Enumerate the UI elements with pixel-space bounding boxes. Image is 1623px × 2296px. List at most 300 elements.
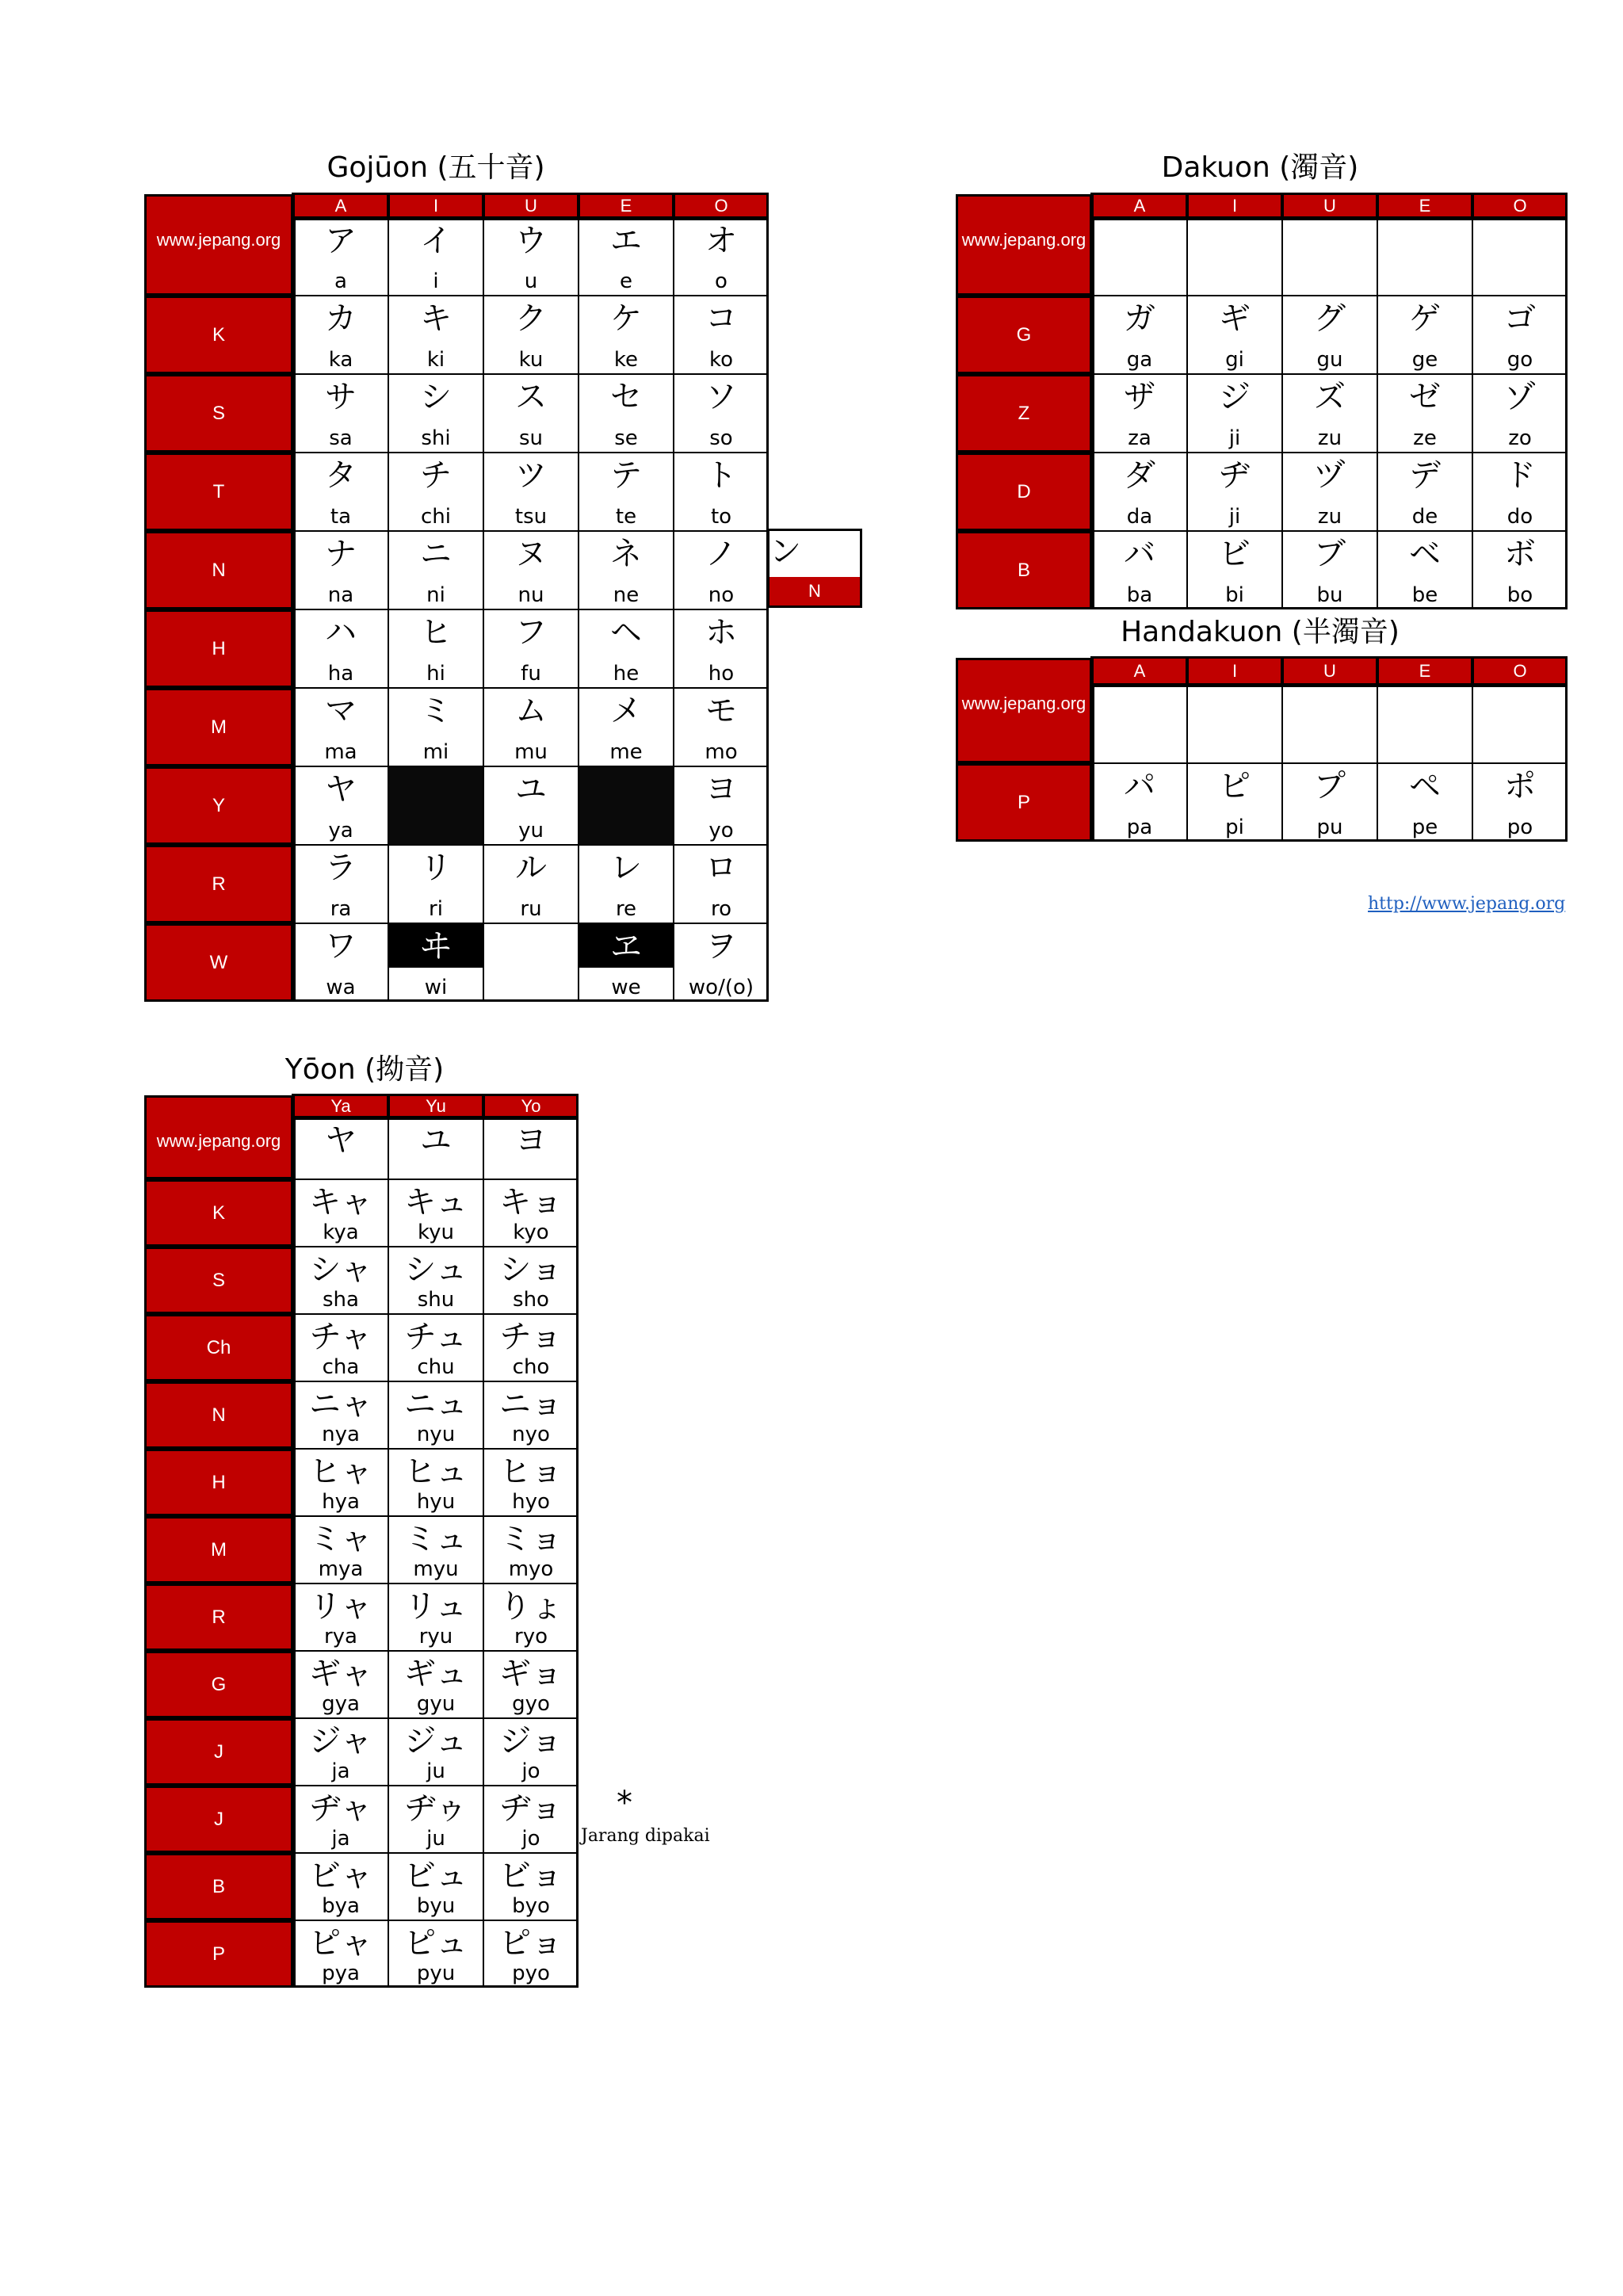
kana-cell [579,374,674,453]
row-header: N [144,531,293,609]
kana-char: ブ [1314,536,1346,572]
vowel-header: O [1472,194,1568,218]
romaji-label: hyo [512,1490,550,1514]
kana-cell [1187,218,1282,296]
kana-char: ビャ [309,1858,372,1894]
kana-char: ボ [1504,536,1536,572]
kana-char: リュ [404,1588,468,1625]
kana-cell [388,1117,483,1179]
kana-cell [483,609,579,688]
kana-cell [293,923,388,1002]
row-header: Y [144,766,293,845]
kana-cell [293,1516,388,1584]
row-header: S [144,1247,293,1314]
romaji-label: zu [1317,505,1342,529]
kana-cell [388,1786,483,1853]
kana-char: リャ [309,1588,372,1625]
romaji-label: a [334,269,347,293]
row-header: B [144,1853,293,1920]
romaji-label: ru [520,897,542,921]
kana-char: ギョ [499,1656,563,1692]
romaji-label: ja [331,1759,350,1783]
romaji-label: de [1411,505,1438,529]
kana-cell [388,531,483,609]
kana-char: ホ [705,614,737,651]
romaji-label: hi [426,662,445,686]
kana-cell [674,688,769,766]
romaji-label: bya [322,1894,360,1918]
vowel-header: U [1282,194,1377,218]
kana-char: ケ [610,300,642,337]
romaji-label: cho [512,1355,550,1379]
romaji-label: do [1507,505,1533,529]
kana-cell [1377,531,1472,609]
romaji-label: bu [1316,583,1343,607]
kana-char: ゼ [1409,379,1441,415]
kana-cell [579,531,674,609]
kana-char: ロ [705,850,737,886]
romaji-label: nyo [512,1423,550,1446]
kana-cell [674,531,769,609]
romaji-label: ju [426,1827,445,1851]
romaji-label: bi [1225,583,1244,607]
kana-char: リ [420,850,452,886]
romaji-label: hya [322,1490,360,1514]
kana-cell [388,1381,483,1449]
site-corner-label [956,194,1092,296]
kana-cell [293,1179,388,1247]
romaji-label: ze [1413,426,1437,450]
kana-char: ギ [1219,300,1251,337]
romaji-label: gi [1225,348,1244,372]
romaji-label: ryo [514,1625,548,1648]
kana-cell [388,296,483,374]
kana-cell [483,1179,579,1247]
kana-cell [293,1247,388,1314]
kana-char: ゴ [1504,300,1536,337]
kana-cell [1187,453,1282,531]
kana-char: ヤ [325,771,357,808]
kana-cell [1282,763,1377,842]
row-header: G [144,1651,293,1718]
kana-cell [483,923,579,1002]
kana-cell [483,374,579,453]
kana-cell [293,296,388,374]
kana-cell [1472,453,1568,531]
kana-cell [483,1920,579,1988]
romaji-label: so [709,426,733,450]
romaji-label: hyu [416,1490,456,1514]
kana-cell [388,1247,483,1314]
vowel-header: O [1472,658,1568,685]
kana-char: ジ [1219,379,1251,415]
romaji-label: ja [331,1827,350,1851]
romaji-label: jo [521,1759,540,1783]
kana-char: ジュ [404,1723,468,1759]
kana-char: ニョ [499,1386,563,1423]
romaji-label: pya [322,1962,360,1985]
kana-cell [1377,296,1472,374]
vowel-header: Yo [483,1095,579,1117]
romaji-label: pyu [416,1962,456,1985]
kana-cell [1472,763,1568,842]
kana-cell [293,1584,388,1651]
romaji-label: sho [513,1288,549,1312]
kana-char: ヨ [515,1122,547,1159]
romaji-label: pi [1225,816,1244,839]
romaji-label: myu [413,1557,459,1581]
romaji-label: pu [1316,816,1343,839]
romaji-label: gya [322,1692,360,1716]
kana-char: りょ [499,1588,563,1625]
kana-char: ド [1504,457,1536,494]
kana-char: ユ [515,771,547,808]
kana-char: ベ [1409,536,1441,572]
kana-cell [483,1381,579,1449]
romaji-label: wi [424,976,448,999]
romaji-label: gyu [416,1692,456,1716]
kana-cell [483,1314,579,1381]
romaji-label: wo/(o) [688,976,754,999]
kana-char: ペ [1409,768,1441,804]
kana-cell [483,1718,579,1786]
kana-char: ガ [1124,300,1155,337]
kana-cell [388,453,483,531]
kana-cell [483,766,579,845]
handakuon-title: Handakuon (半濁音) [1121,616,1400,648]
row-header: H [144,609,293,688]
corner-label-text: www.jepang.org [156,1131,281,1151]
kana-char: ジョ [499,1723,563,1759]
romaji-label: nu [517,583,544,607]
kana-char: レ [610,850,642,886]
kana-cell [388,218,483,296]
kana-char: チュ [404,1319,468,1355]
kana-char: バ [1124,536,1155,572]
corner-label-text: www.jepang.org [961,230,1086,250]
row-header: K [144,296,293,374]
row-header: P [144,1920,293,1988]
vowel-header: I [1187,194,1282,218]
romaji-label: gu [1316,348,1343,372]
kana-cell [674,296,769,374]
kana-cell [1187,763,1282,842]
romaji-label: na [327,583,354,607]
kana-cell [1377,763,1472,842]
romaji-label: mo [705,740,738,764]
kana-char: ヲ [705,928,737,965]
vowel-header: U [1282,658,1377,685]
kana-char: ソ [705,379,737,415]
kana-cell [483,1117,579,1179]
kana-cell [293,453,388,531]
kana-char: ダ [1124,457,1155,494]
kana-cell [1092,374,1187,453]
kana-char: ム [515,693,547,729]
romaji-label: shu [417,1288,455,1312]
vowel-header: U [483,194,579,218]
kana-cell [674,845,769,923]
kana-cell [579,609,674,688]
kana-cell [388,1449,483,1516]
vowel-header: A [293,194,388,218]
romaji-label: chi [421,505,451,529]
dakuon-title: Dakuon (濁音) [1161,151,1359,184]
kana-cell [674,453,769,531]
kana-cell [1092,685,1187,763]
romaji-label: ha [327,662,354,686]
kana-char: キャ [309,1184,372,1221]
corner-label-text: www.jepang.org [961,693,1086,713]
kana-char: ワ [325,928,357,965]
kana-cell [483,1853,579,1920]
site-corner-label [144,194,293,296]
note-star: * [617,1785,632,1821]
romaji-label: ro [710,897,732,921]
kana-char: ビュ [404,1858,468,1894]
romaji-label: bo [1507,583,1533,607]
gojuon-title: Gojūon (五十音) [327,151,545,184]
kana-cell [293,374,388,453]
kana-char: ヒャ [309,1454,372,1490]
kana-char: ピ [1219,768,1251,804]
kana-char: ショ [499,1251,563,1288]
romaji-label: be [1411,583,1438,607]
kana-char: グ [1314,300,1346,337]
kana-char: ヒョ [499,1454,563,1490]
kana-cell [388,1651,483,1718]
kana-char: ミョ [499,1521,563,1557]
romaji-label: ya [328,819,353,842]
kana-char: メ [610,693,642,729]
kana-cell [388,374,483,453]
kana-char: ヂョ [499,1790,563,1827]
kana-char: シュ [404,1251,468,1288]
row-header: N [144,1381,293,1449]
vowel-header: A [1092,194,1187,218]
kana-cell [293,1381,388,1449]
kana-cell [1092,531,1187,609]
romaji-label: kyu [418,1221,454,1244]
kana-char: ク [515,300,547,337]
kana-char: ギュ [404,1656,468,1692]
kana-cell [579,923,674,1002]
kana-cell [293,1117,388,1179]
kana-cell [1472,374,1568,453]
kana-cell [388,1584,483,1651]
kana-cell [1282,453,1377,531]
kana-cell [293,1449,388,1516]
vowel-header: Ya [293,1095,388,1117]
row-header: M [144,688,293,766]
kana-cell [293,1314,388,1381]
kana-cell [579,688,674,766]
kana-cell [674,766,769,845]
kana-cell [579,218,674,296]
romaji-label: we [611,976,641,999]
romaji-label: kyo [513,1221,549,1244]
kana-char: ヨ [705,771,737,808]
kana-char: ヰ [420,928,452,965]
kana-char: チ [420,457,452,494]
romaji-label: shi [421,426,451,450]
kana-cell [1377,453,1472,531]
site-link[interactable]: http://www.jepang.org [1368,894,1566,914]
kana-cell [579,453,674,531]
romaji-label: ke [613,348,639,372]
kana-cell [579,766,674,845]
romaji-label: ji [1228,426,1241,450]
kana-char: ツ [515,457,547,494]
kana-cell [483,531,579,609]
romaji-label: ryu [418,1625,453,1648]
kana-cell [388,766,483,845]
yoon-title: Yōon (拗音) [285,1053,445,1086]
kana-cell [1187,296,1282,374]
kana-cell [388,609,483,688]
kana-cell [674,923,769,1002]
kana-char: ミュ [404,1521,468,1557]
kana-char: ピョ [499,1925,563,1962]
vowel-header: A [1092,658,1187,685]
romaji-label: ra [330,897,352,921]
kana-cell [1377,218,1472,296]
kana-char: ミ [420,693,452,729]
kana-cell [388,1718,483,1786]
kana-char: プ [1314,768,1346,804]
kana-cell [483,1786,579,1853]
kana-char: ニュ [404,1386,468,1423]
kana-char: タ [325,457,357,494]
romaji-label: mya [318,1557,364,1581]
romaji-label: e [620,269,632,293]
row-header: Z [956,374,1092,453]
kana-cell [483,218,579,296]
romaji-label: chu [417,1355,455,1379]
romaji-label: byu [416,1894,456,1918]
romaji-label: re [615,897,637,921]
romaji-label: da [1126,505,1153,529]
kana-cell [388,1920,483,1988]
kana-char: ハ [325,614,357,651]
romaji-label: ri [429,897,443,921]
kana-cell [293,1853,388,1920]
romaji-label: nya [322,1423,360,1446]
kana-char: ヱ [610,928,642,965]
kana-char: ヂゥ [404,1790,468,1827]
vowel-header: E [1377,658,1472,685]
romaji-label: sa [329,426,353,450]
kana-cell [483,453,579,531]
kana-char: ゾ [1504,379,1536,415]
kana-cell [388,1516,483,1584]
kana-char: コ [705,300,737,337]
row-header: P [956,763,1092,842]
kana-char: ピャ [309,1925,372,1962]
row-header: T [144,453,293,531]
kana-cell [1472,296,1568,374]
romaji-label: rya [323,1625,357,1648]
romaji-label: gyo [512,1692,550,1716]
kana-char: ニ [420,536,452,572]
kana-cell [1187,685,1282,763]
romaji-label: ka [328,348,353,372]
vowel-header: E [1377,194,1472,218]
kana-cell [293,688,388,766]
kana-cell [1282,374,1377,453]
row-header: R [144,845,293,923]
kana-char: パ [1124,768,1155,804]
kana-char: ミャ [309,1521,372,1557]
kana-char: ネ [610,536,642,572]
kana-char: デ [1409,457,1441,494]
kana-char: ナ [325,536,357,572]
vowel-header: I [388,194,483,218]
kana-char: ヌ [515,536,547,572]
kana-char: カ [325,300,357,337]
vowel-header: O [674,194,769,218]
row-header: J [144,1786,293,1853]
kana-char: キ [420,300,452,337]
kana-cell [1282,685,1377,763]
n-kana-box [767,529,862,608]
romaji-label: i [433,269,439,293]
site-corner-label [144,1095,293,1179]
romaji-label: pyo [512,1962,550,1985]
kana-char: ヒュ [404,1454,468,1490]
kana-cell [1092,218,1187,296]
romaji-label: ho [708,662,735,686]
kana-cell [483,845,579,923]
romaji-label: nyu [416,1423,456,1446]
kana-cell [293,845,388,923]
kana-char: ヂ [1219,457,1251,494]
kana-cell [293,531,388,609]
romaji-label: fu [521,662,541,686]
kana-cell [293,1651,388,1718]
romaji-label: mu [514,740,548,764]
kana-cell [293,766,388,845]
romaji-label: zu [1317,426,1342,450]
kana-char: シャ [309,1251,372,1288]
site-corner-label [956,658,1092,763]
kana-cell [1377,685,1472,763]
kana-char: ヒ [420,614,452,651]
kana-cell [293,1718,388,1786]
kana-char: キュ [404,1184,468,1221]
kana-char: ヂャ [309,1790,372,1827]
row-header: D [956,453,1092,531]
kana-cell [483,1584,579,1651]
kana-cell [293,218,388,296]
kana-char: エ [610,223,642,259]
kana-cell [1282,531,1377,609]
romaji-label: o [715,269,727,293]
kana-char: チャ [309,1319,372,1355]
note-text: Jarang dipakai [581,1826,710,1846]
kana-char: マ [325,693,357,729]
row-header: S [144,374,293,453]
romaji-label: ko [708,348,734,372]
kana-cell [674,374,769,453]
romaji-label: ku [518,348,544,372]
kana-char: ウ [515,223,547,259]
kana-char: テ [610,457,642,494]
kana-cell [483,688,579,766]
kana-cell [388,845,483,923]
kana-char: ズ [1314,379,1346,415]
kana-char: モ [705,693,737,729]
